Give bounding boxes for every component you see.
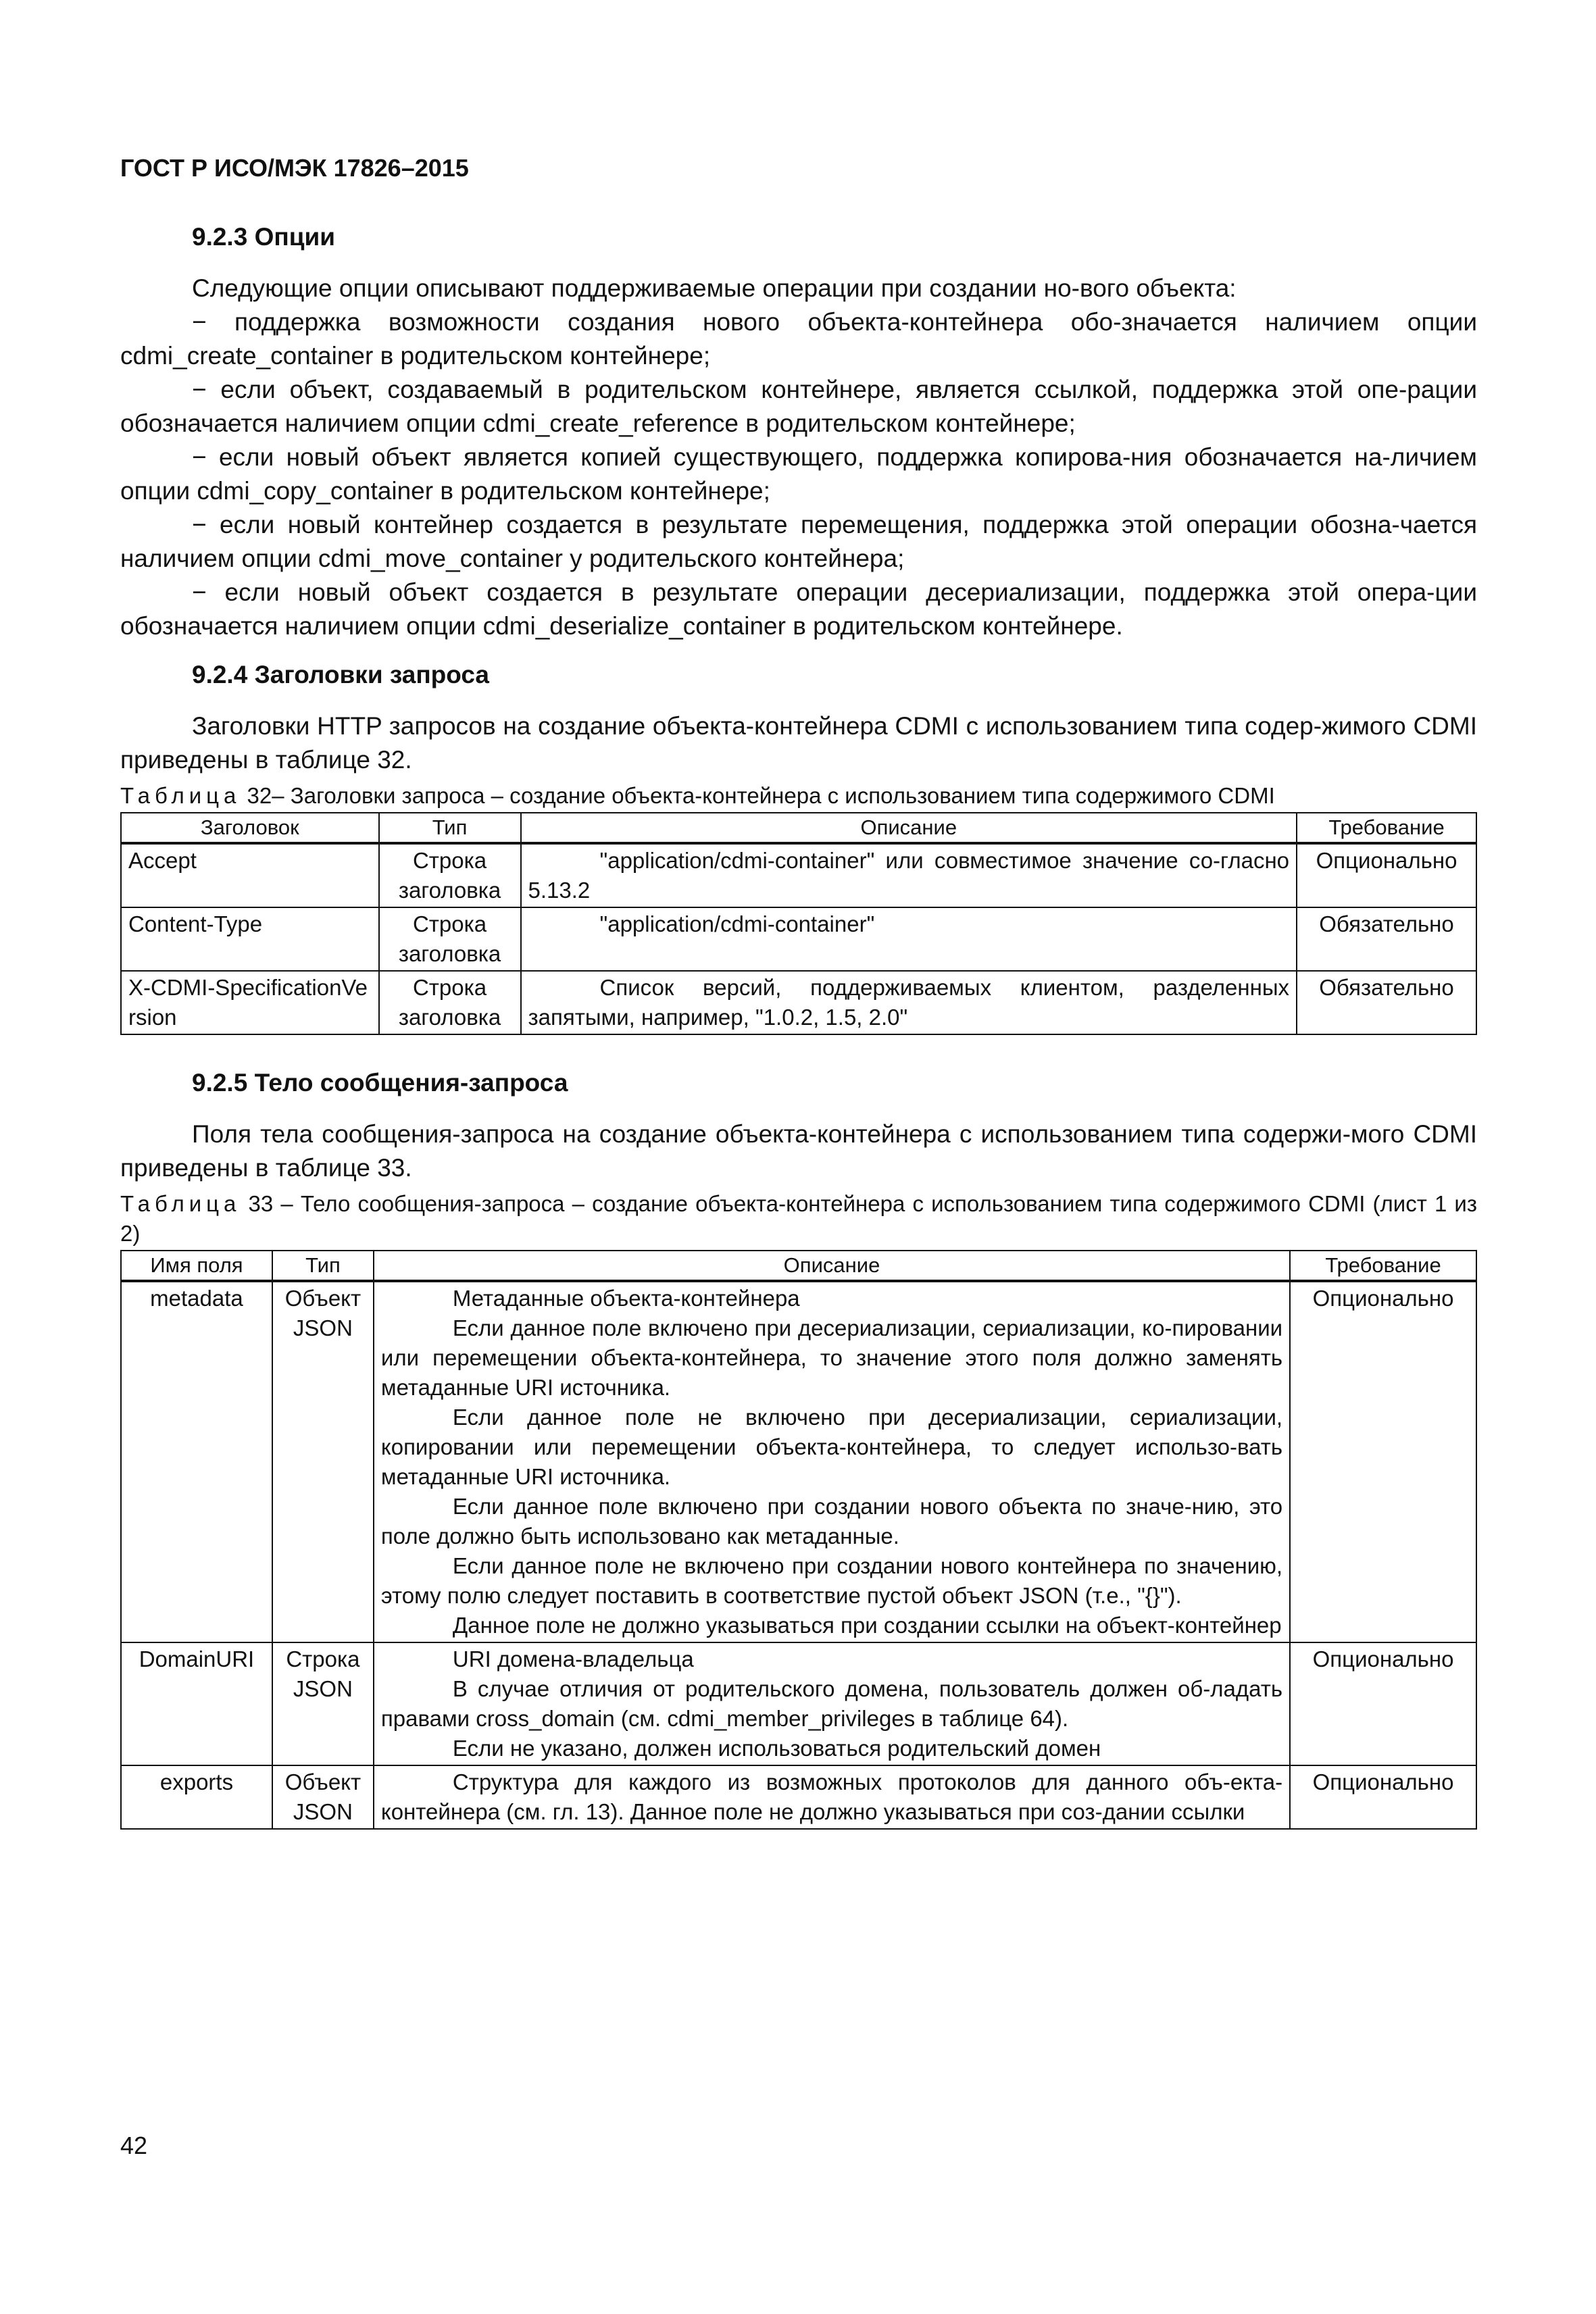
table-33-caption: Таблица 33 – Тело сообщения-запроса – создание объекта-контейнера с использованием типа содержимого CDMI (лист 1 из 2) xyxy=(120,1191,1477,1246)
option-item: − если новый объект создается в результате операции десериализации, поддержка этой опера-ции обозначается наличием опции cdmi_deserialize_container в родительском контейнере. xyxy=(120,578,1477,640)
section-heading-9-2-3: 9.2.3 Опции xyxy=(192,223,335,251)
table-32 xyxy=(120,812,1477,1035)
table-header-row xyxy=(121,813,1476,843)
description-cell: URI домена-владельца В случае отличия от родительского домена, пользователь должен об-ладать правами cross_domain (см. cdmi_member_privileges в таблице 64). Если не указано, должен использоваться родительский домен xyxy=(374,1642,1290,1765)
table-32-caption: Таблица 32– Заголовки запроса – создание объекта-контейнера с использованием типа содержимого CDMI xyxy=(120,783,1275,808)
description-cell: Список версий, поддерживаемых клиентом, разделенных запятыми, например, "1.0.2, 1.5, 2.0" xyxy=(521,971,1297,1034)
document-header-title: ГОСТ Р ИСО/МЭК 17826–2015 xyxy=(120,154,469,182)
table-row xyxy=(121,971,1476,1034)
column-header: Тип xyxy=(272,1251,374,1281)
type-cell: Объект JSON xyxy=(272,1281,374,1642)
section-9-2-4-text: Заголовки HTTP запросов на создание объекта-контейнера CDMI с использованием типа содер-жимого CDMI приведены в таблице 32. xyxy=(120,712,1477,774)
column-header: Тип xyxy=(379,813,521,843)
requirement-cell: Опционально xyxy=(1290,1281,1476,1642)
column-header: Требование xyxy=(1297,813,1476,843)
table-row xyxy=(121,1281,1476,1642)
option-item: − если новый объект является копией существующего, поддержка копирова-ния обозначается на-личием опции cdmi_copy_container в родительском контейнере; xyxy=(120,443,1477,505)
header-name-cell: X-CDMI-SpecificationVersion xyxy=(121,971,379,1034)
field-name-cell: metadata xyxy=(121,1281,272,1642)
description-cell: Структура для каждого из возможных протоколов для данного объ-екта-контейнера (см. гл. 13). Данное поле не должно указываться при соз-дании ссылки xyxy=(374,1765,1290,1829)
option-item: − если объект, создаваемый в родительском контейнере, является ссылкой, поддержка этой опе-рации обозначается наличием опции cdmi_create_reference в родительском контейнере; xyxy=(120,376,1477,437)
description-cell: "application/cdmi-container" xyxy=(521,907,1297,971)
page-content xyxy=(120,223,1477,1830)
type-cell: Строка заголовка xyxy=(379,907,521,971)
table-row xyxy=(121,1765,1476,1829)
requirement-cell: Опционально xyxy=(1290,1765,1476,1829)
requirement-cell: Опционально xyxy=(1297,843,1476,907)
requirement-cell: Обязательно xyxy=(1297,907,1476,971)
description-cell: "application/cdmi-container" или совместимое значение со-гласно 5.13.2 xyxy=(521,843,1297,907)
header-name-cell: Content-Type xyxy=(121,907,379,971)
section-9-2-3-intro: Следующие опции описывают поддерживаемые операции при создании но-вого объекта: xyxy=(192,274,1237,302)
column-header: Заголовок xyxy=(121,813,379,843)
option-item: − если новый контейнер создается в результате перемещения, поддержка этой операции обозна-чается наличием опции cdmi_move_container у родительского контейнера; xyxy=(120,511,1477,572)
requirement-cell: Опционально xyxy=(1290,1642,1476,1765)
type-cell: Строка JSON xyxy=(272,1642,374,1765)
table-row xyxy=(121,1642,1476,1765)
table-33 xyxy=(120,1250,1477,1830)
section-heading-9-2-4: 9.2.4 Заголовки запроса xyxy=(192,661,489,688)
field-name-cell: exports xyxy=(121,1765,272,1829)
page-number: 42 xyxy=(120,2132,148,2159)
header-name-cell: Accept xyxy=(121,843,379,907)
table-header-row xyxy=(121,1251,1476,1281)
option-item: − поддержка возможности создания нового объекта-контейнера обо-значается наличием опции cdmi_create_container в родительском контейнере; xyxy=(120,308,1477,370)
column-header: Имя поля xyxy=(121,1251,272,1281)
column-header: Описание xyxy=(374,1251,1290,1281)
column-header: Описание xyxy=(521,813,1297,843)
description-cell: Метаданные объекта-контейнера Если данное поле включено при десериализации, сериализации, ко-пировании или перемещении объекта-контейнера, то значение этого поля должно заменять метаданные URI источника. Если данное поле не включено при десериализации, сериализации, копировании или перемещении объекта-контейнера, то следует использо-вать метаданные URI источника. Если данное поле включено при создании нового объекта по значе-нию, это поле должно быть использовано как метаданные. Если данное поле не включено при создании нового контейнера по значению, этому полю следует поставить в соответствие пустой объект JSON (т.е., "{}"). Данное поле не должно указываться при создании ссылки на объект-контейнер xyxy=(374,1281,1290,1642)
type-cell: Строка заголовка xyxy=(379,971,521,1034)
requirement-cell: Обязательно xyxy=(1297,971,1476,1034)
type-cell: Строка заголовка xyxy=(379,843,521,907)
type-cell: Объект JSON xyxy=(272,1765,374,1829)
section-heading-9-2-5: 9.2.5 Тело сообщения-запроса xyxy=(192,1069,568,1097)
column-header: Требование xyxy=(1290,1251,1476,1281)
field-name-cell: DomainURI xyxy=(121,1642,272,1765)
table-row xyxy=(121,907,1476,971)
section-9-2-5-text: Поля тела сообщения-запроса на создание объекта-контейнера с использованием типа содержи-мого CDMI приведены в таблице 33. xyxy=(120,1120,1477,1182)
table-row xyxy=(121,843,1476,907)
